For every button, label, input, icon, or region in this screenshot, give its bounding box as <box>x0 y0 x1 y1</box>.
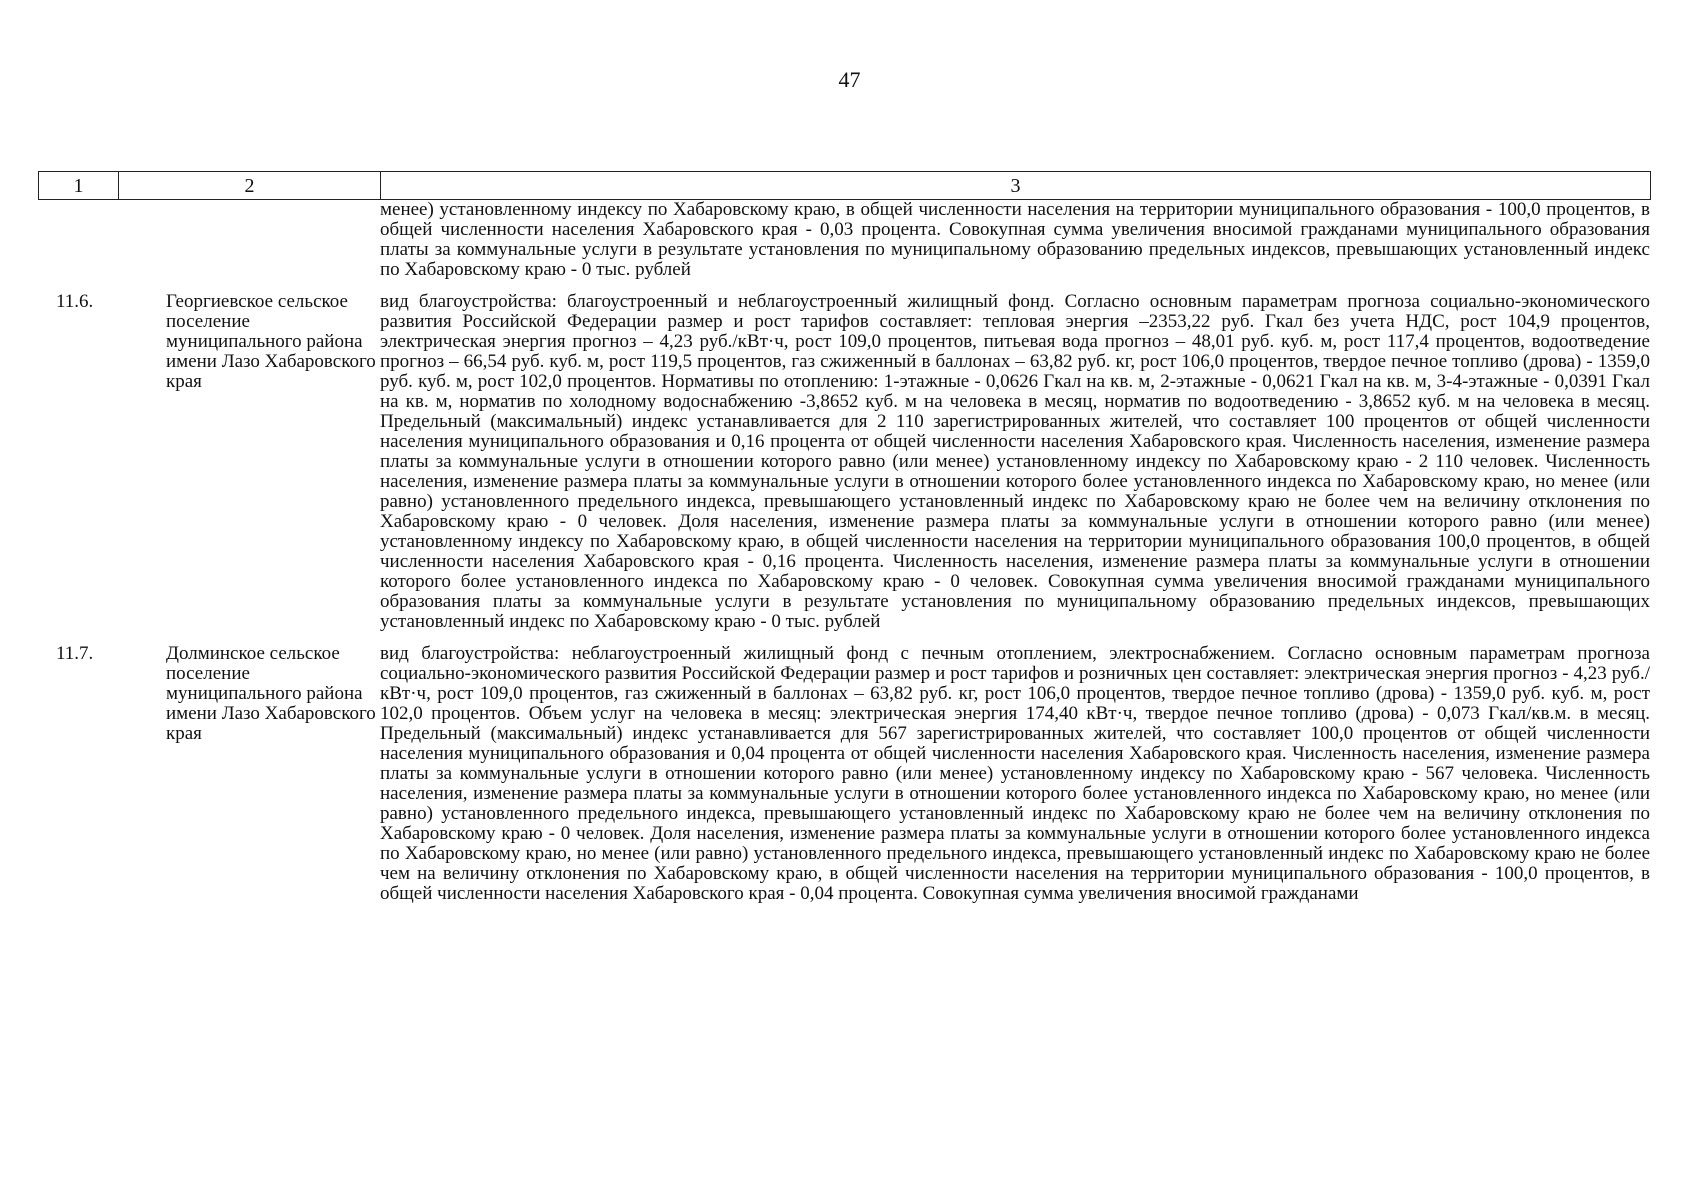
row-number: 11.7. <box>56 643 94 664</box>
row-number: 11.6. <box>56 291 94 312</box>
table-row-11-6 <box>38 292 1650 632</box>
table-header-row <box>39 172 1651 200</box>
table-header <box>38 171 1651 200</box>
municipality-name: Долминское сельское поселение муниципального района имени Лазо Хабаровского края <box>166 643 376 744</box>
column-header-2: 2 <box>119 172 381 200</box>
row-description: менее) установленному индексу по Хабаровскому краю, в общей численности населения на территории муниципального образования - 100,0 процентов, в общей численности населения Хабаровского края - 0,03 процента. Совокупная сумма увеличения вносимой гражданами муниципального образования платы за коммунальные услуги в результате установления по муниципальному образованию предельных индексов, превышающих установленный индекс по Хабаровскому краю - 0 тыс. рублей <box>380 199 1650 280</box>
row-description: вид благоустройства: неблагоустроенный жилищный фонд с печным отоплением, электроснабжением. Согласно основным параметрам прогноза социально-экономического развития Российской Федерации размер и рост тарифов и розничных цен составляет: электрическая энергия прогноз - 4,23 руб./кВт·ч, рост 109,0 процентов, газ сжиженный в баллонах – 63,82 руб. кг, рост 106,0 процентов, твердое печное топливо (дрова) - 1359,0 руб. куб. м, рост 102,0 процентов. Объем услуг на человека в месяц: электрическая энергия 174,40 кВт·ч, твердое печное топливо (дрова) - 0,073 Гкал/кв.м. в месяц. Предельный (максимальный) индекс устанавливается для 567 зарегистрированных жителей, что составляет 100,0 процентов от общей численности населения муниципального образования и 0,04 процента от общей численности населения Хабаровского края. Численность населения, изменение размера платы за коммунальные услуги в отношении которого равно (или менее) установленному индексу по Хабаровскому краю - 567 человека. Численность населения, изменение размера платы за коммунальные услуги в отношении которого более установленного индекса по Хабаровскому краю, но менее (или равно) установленного предельного индекса, превышающего установленный индекс по Хабаровскому краю не более чем на величину отклонения по Хабаровскому краю - 0 человек. Доля населения, изменение размера платы за коммунальные услуги в отношении которого более установленного индекса по Хабаровскому краю, но менее (или равно) установленного предельного индекса, превышающего установленный индекс по Хабаровскому краю не более чем на величину отклонения по Хабаровскому краю, в общей численности населения на территории муниципального образования - 100,0 процентов, в общей численности населения Хабаровского края - 0,04 процента. Совокупная сумма увеличения вносимой гражданами <box>380 643 1650 904</box>
table-row-continuation <box>38 200 1650 280</box>
row-description: вид благоустройства: благоустроенный и неблагоустроенный жилищный фонд. Согласно основным параметрам прогноза социально-экономического развития Российской Федерации размер и рост тарифов составляет: тепловая энергия –2353,22 руб. Гкал без учета НДС, рост 104,9 процентов, электрическая энергия прогноз – 4,23 руб./кВт·ч, рост 109,0 процентов, питьевая вода прогноз – 48,01 руб. куб. м, рост 117,4 процентов, водоотведение прогноз – 66,54 руб. куб. м, рост 119,5 процентов, газ сжиженный в баллонах – 63,82 руб. кг, рост 106,0 процентов, твердое печное топливо (дрова) - 1359,0 руб. куб. м, рост 102,0 процентов. Нормативы по отоплению: 1-этажные - 0,0626 Гкал на кв. м, 2-этажные - 0,0621 Гкал на кв. м, 3-4-этажные - 0,0391 Гкал на кв. м, норматив по холодному водоснабжению -3,8652 куб. м на человека в месяц, норматив по водоотведению - 3,8652 куб. м на человека в месяц. Предельный (максимальный) индекс устанавливается для 2 110 зарегистрированных жителей, что составляет 100 процентов от общей численности населения муниципального образования и 0,16 процента от общей численности населения Хабаровского края. Численность населения, изменение размера платы за коммунальные услуги в отношении которого равно (или менее) установленному индексу по Хабаровскому краю - 2 110 человек. Численность населения, изменение размера платы за коммунальные услуги в отношении которого более установленного индекса по Хабаровскому краю, но менее (или равно) установленного предельного индекса, превышающего установленный индекс по Хабаровскому краю не более чем на величину отклонения по Хабаровскому краю - 0 человек. Доля населения, изменение размера платы за коммунальные услуги в отношении которого равно (или менее) установленному индексу по Хабаровскому краю, в общей численности населения на территории муниципального образования 100,0 процентов, в общей численности населения Хабаровского края - 0,16 процента. Численность населения, изменение размера платы за коммунальные услуги в отношении которого более установленного индекса по Хабаровскому краю - 0 человек. Совокупная сумма увеличения вносимой гражданами муниципального образования платы за коммунальные услуги в результате установления по муниципальному образованию предельных индексов, превышающих установленный индекс по Хабаровскому краю - 0 тыс. рублей <box>380 291 1650 632</box>
municipality-name: Георгиевское сельское поселение муниципального района имени Лазо Хабаровского края <box>166 291 376 392</box>
table-row-11-7 <box>38 644 1650 904</box>
page-number: 47 <box>838 67 861 92</box>
column-header-1: 1 <box>39 172 119 200</box>
table-body <box>38 200 1650 904</box>
column-header-3: 3 <box>381 172 1651 200</box>
